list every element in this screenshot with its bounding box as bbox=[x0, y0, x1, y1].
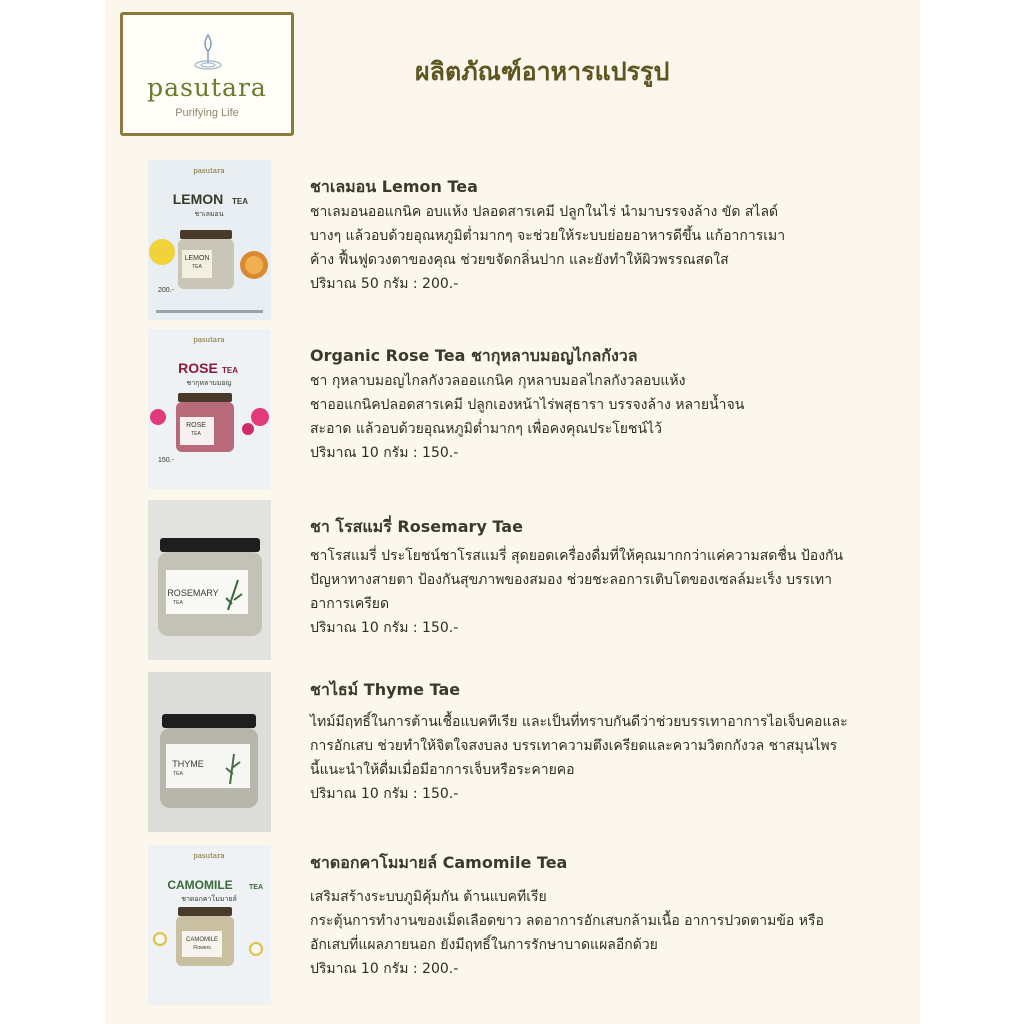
description-line: ชาเลมอนออแกนิค อบแห้ง ปลอดสารเคมี ปลูกในไร่ นำมาบรรจงล้าง ขัด สไลด์ bbox=[310, 204, 779, 220]
jar-sub-text: TEA bbox=[192, 264, 202, 270]
package-thai-text: ชาดอกคาโมมายล์ bbox=[181, 895, 237, 903]
package-sub-text: TEA bbox=[232, 197, 248, 206]
product-description bbox=[310, 885, 910, 981]
jar-label-text: THYME bbox=[172, 759, 204, 769]
product-title: Organic Rose Tea ชากุหลาบมอญไกลกังวล bbox=[310, 346, 638, 365]
package-brand-text: pasutara bbox=[193, 852, 225, 860]
package-name-text: LEMON bbox=[172, 191, 224, 207]
thyme-tea-product-image bbox=[148, 672, 271, 832]
product-card-camomile bbox=[0, 845, 1024, 1005]
description-line: ชาโรสแมรี่ ประโยชน์ชาโรสแมรี่ สุดยอดเครื่องดื่มที่ให้คุณมากกว่าแค่ความสดชื่น ป้องกัน bbox=[310, 548, 844, 564]
brand-name: pasutara bbox=[147, 73, 267, 102]
product-title: ชา โรสแมรี่ Rosemary Tae bbox=[310, 517, 523, 536]
brand-tagline: Purifying Life bbox=[175, 107, 239, 119]
product-quantity: ปริมาณ 10 กรัม : 200.- bbox=[310, 961, 459, 977]
product-quantity: ปริมาณ 10 กรัม : 150.- bbox=[310, 620, 459, 636]
rosemary-tea-product-image bbox=[148, 500, 271, 660]
product-quantity: ปริมาณ 10 กรัม : 150.- bbox=[310, 445, 459, 461]
package-thai-text: ชาเลมอน bbox=[194, 210, 224, 218]
product-title: ชาเลมอน Lemon Tea bbox=[310, 177, 478, 196]
brand-logo bbox=[120, 12, 294, 136]
description-line: ไทม์มีฤทธิ์ในการต้านเชื้อแบคทีเรีย และเป็นที่ทราบกันดีว่าช่วยบรรเทาอาการไอเจ็บคอและ bbox=[310, 714, 848, 730]
product-description bbox=[310, 369, 910, 465]
description-line: อาการเครียด bbox=[310, 596, 390, 612]
jar-sub-text: Flowers bbox=[193, 945, 211, 951]
package-brand-text: pasutara bbox=[193, 167, 225, 175]
jar-label-text: LEMON bbox=[184, 255, 210, 262]
package-sub-text: TEA bbox=[222, 366, 238, 375]
product-card-lemon bbox=[0, 160, 1024, 320]
product-card-thyme bbox=[0, 672, 1024, 832]
description-line: การอักเสบ ช่วยทำให้จิตใจสงบลง บรรเทาความตึงเครียดและความวิตกกังวล ชาสมุนไพร bbox=[310, 738, 838, 754]
package-brand-text: pasutara bbox=[193, 336, 225, 344]
package-name-text: CAMOMILE bbox=[167, 878, 233, 892]
jar-sub-text: TEA bbox=[173, 600, 183, 606]
page-title: ผลิตภัณฑ์อาหารแปรรูป bbox=[415, 57, 670, 86]
jar-label-text: ROSEMARY bbox=[167, 588, 219, 598]
description-line: เสริมสร้างระบบภูมิคุ้มกัน ต้านแบคทีเรีย bbox=[310, 889, 547, 905]
lemon-tea-product-image bbox=[148, 160, 271, 320]
rose-tea-product-image bbox=[148, 329, 271, 489]
product-quantity: ปริมาณ 50 กรัม : 200.- bbox=[310, 276, 459, 292]
product-title: ชาดอกคาโมมายล์ Camomile Tea bbox=[310, 853, 568, 872]
jar-label-text: CAMOMILE bbox=[185, 937, 219, 943]
package-price-text: 200.- bbox=[158, 287, 174, 294]
description-line: ชาออแกนิคปลอดสารเคมี ปลูกเองหน้าไร่พสุธารา บรรจงล้าง หลายน้ำจน bbox=[310, 397, 745, 413]
description-line: ปัญหาทางสายตา ป้องกันสุขภาพของสมอง ช่วยชะลอการเติบโตของเซลล์มะเร็ง บรรเทา bbox=[310, 572, 832, 588]
description-line: อักเสบที่แผลภายนอก ยังมีฤทธิ์ในการรักษาบาดแผลอีกด้วย bbox=[310, 937, 658, 953]
product-description bbox=[310, 544, 910, 640]
product-description bbox=[310, 710, 910, 806]
description-line: ชา กุหลาบมอญไกลกังวลออแกนิค กุหลาบมอลไกลกังวลอบแห้ง bbox=[310, 373, 686, 389]
camomile-tea-product-image bbox=[148, 845, 271, 1005]
description-line: นี้แนะนำให้ดื่มเมื่อมีอาการเจ็บหรือระคายคอ bbox=[310, 762, 575, 778]
product-card-rose bbox=[0, 329, 1024, 489]
package-name-text: ROSE bbox=[178, 360, 218, 376]
water-drop-icon bbox=[193, 33, 223, 73]
product-description bbox=[310, 200, 910, 296]
description-line: สะอาด แล้วอบด้วยอุณหภูมิต่ำมากๆ เพื่อคงคุณประโยชน์ไว้ bbox=[310, 421, 662, 437]
package-sub-text: TEA bbox=[249, 884, 263, 891]
jar-sub-text: TEA bbox=[173, 771, 183, 777]
jar-label-text: ROSE bbox=[186, 422, 206, 429]
lemon-icon bbox=[149, 239, 175, 265]
description-line: กระตุ้นการทำงานของเม็ดเลือดขาว ลดอาการอักเสบกล้ามเนื้อ อาการปวดตามข้อ หรือ bbox=[310, 913, 824, 929]
package-thai-text: ชากุหลาบมอญ bbox=[186, 379, 232, 387]
product-title: ชาไธม์ Thyme Tae bbox=[310, 680, 461, 699]
product-quantity: ปริมาณ 10 กรัม : 150.- bbox=[310, 786, 459, 802]
product-card-rosemary bbox=[0, 500, 1024, 660]
package-price-text: 150.- bbox=[158, 457, 174, 464]
description-line: ค้าง ฟื้นฟูดวงตาของคุณ ช่วยขจัดกลิ่นปาก และยังทำให้ผิวพรรณสดใส bbox=[310, 252, 729, 268]
jar-sub-text: TEA bbox=[191, 431, 201, 437]
description-line: บางๆ แล้วอบด้วยอุณหภูมิต่ำมากๆ จะช่วยให้ระบบย่อยอาหารดีขึ้น แก้อาการเมา bbox=[310, 228, 786, 244]
